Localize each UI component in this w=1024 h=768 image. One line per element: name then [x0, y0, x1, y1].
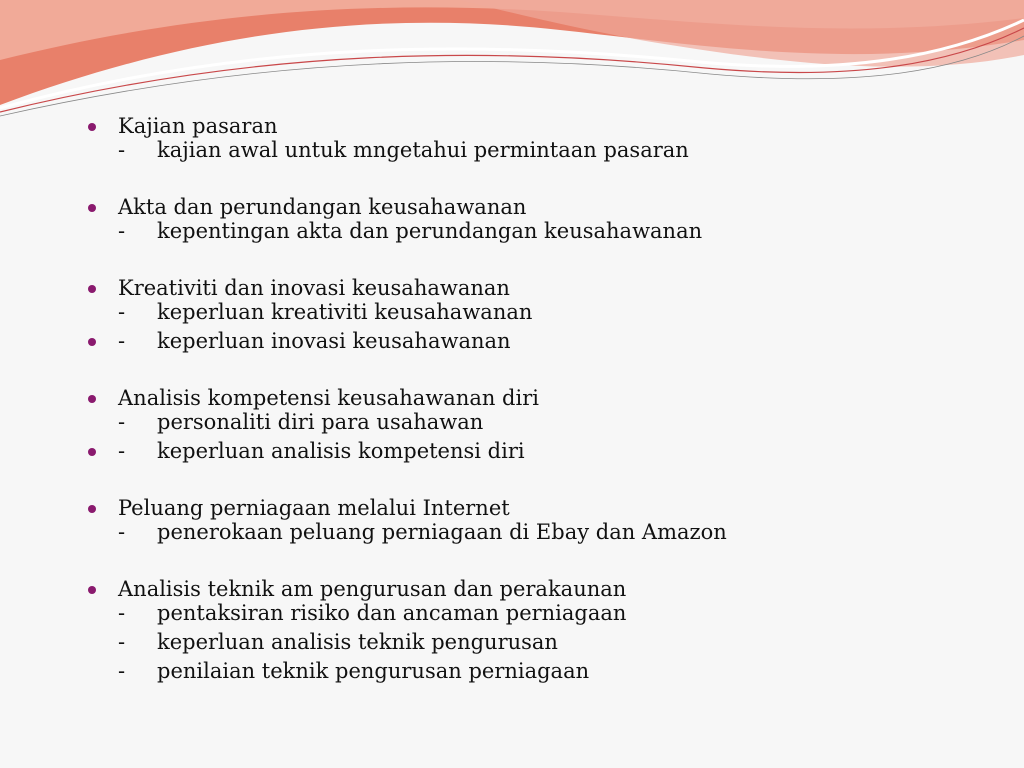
sub-item — [88, 300, 988, 324]
bullet-item — [88, 195, 988, 219]
sub-item — [88, 439, 988, 463]
sub-item-text: keperluan inovasi keusahawanan — [157, 329, 511, 353]
header-wave-decoration — [0, 0, 1024, 130]
dash-marker: - — [118, 439, 126, 463]
bullet-group — [88, 496, 988, 544]
dash-marker: - — [118, 219, 126, 243]
bullet-item — [88, 276, 988, 300]
sub-item-text: personaliti diri para usahawan — [157, 410, 484, 434]
sub-item-text: keperluan analisis kompetensi diri — [157, 439, 525, 463]
bullet-dot-icon — [88, 338, 96, 346]
bullet-group — [88, 276, 988, 353]
sub-item — [88, 329, 988, 353]
dash-marker: - — [118, 630, 126, 654]
sub-item — [88, 520, 988, 544]
sub-item-text: keperluan analisis teknik pengurusan — [157, 630, 558, 654]
bullet-item — [88, 114, 988, 138]
bullet-item — [88, 496, 988, 520]
dash-marker: - — [118, 520, 126, 544]
sub-item-text: penerokaan peluang perniagaan di Ebay dan Amazon — [157, 520, 727, 544]
sub-item — [88, 410, 988, 434]
bullet-item — [88, 577, 988, 601]
bullet-dot-icon — [88, 505, 96, 513]
bullet-dot-icon — [88, 395, 96, 403]
dash-marker: - — [118, 300, 126, 324]
sub-item-text: penilaian teknik pengurusan perniagaan — [157, 659, 590, 683]
bullet-title: Analisis kompetensi keusahawanan diri — [118, 386, 539, 410]
dash-marker: - — [118, 659, 126, 683]
sub-item — [88, 219, 988, 243]
sub-item-text: pentaksiran risiko dan ancaman perniagaan — [157, 601, 627, 625]
dash-marker: - — [118, 329, 126, 353]
dash-marker: - — [118, 601, 126, 625]
bullet-title: Peluang perniagaan melalui Internet — [118, 496, 510, 520]
bullet-group — [88, 195, 988, 243]
bullet-dot-icon — [88, 123, 96, 131]
bullet-dot-icon — [88, 285, 96, 293]
sub-item-text: keperluan kreativiti keusahawanan — [157, 300, 533, 324]
bullet-title: Kreativiti dan inovasi keusahawanan — [118, 276, 510, 300]
dash-marker: - — [118, 138, 126, 162]
sub-item — [88, 659, 988, 683]
bullet-group — [88, 577, 988, 683]
bullet-group — [88, 386, 988, 463]
dash-marker: - — [118, 410, 126, 434]
bullet-list — [88, 114, 988, 716]
bullet-title: Analisis teknik am pengurusan dan perakaunan — [118, 577, 627, 601]
bullet-group — [88, 114, 988, 162]
bullet-title: Akta dan perundangan keusahawanan — [118, 195, 527, 219]
sub-item — [88, 601, 988, 625]
sub-item — [88, 138, 988, 162]
bullet-item — [88, 386, 988, 410]
bullet-dot-icon — [88, 586, 96, 594]
bullet-dot-icon — [88, 204, 96, 212]
bullet-title: Kajian pasaran — [118, 114, 278, 138]
sub-item-text: kajian awal untuk mngetahui permintaan pasaran — [157, 138, 689, 162]
bullet-dot-icon — [88, 448, 96, 456]
sub-item — [88, 630, 988, 654]
sub-item-text: kepentingan akta dan perundangan keusahawanan — [157, 219, 703, 243]
